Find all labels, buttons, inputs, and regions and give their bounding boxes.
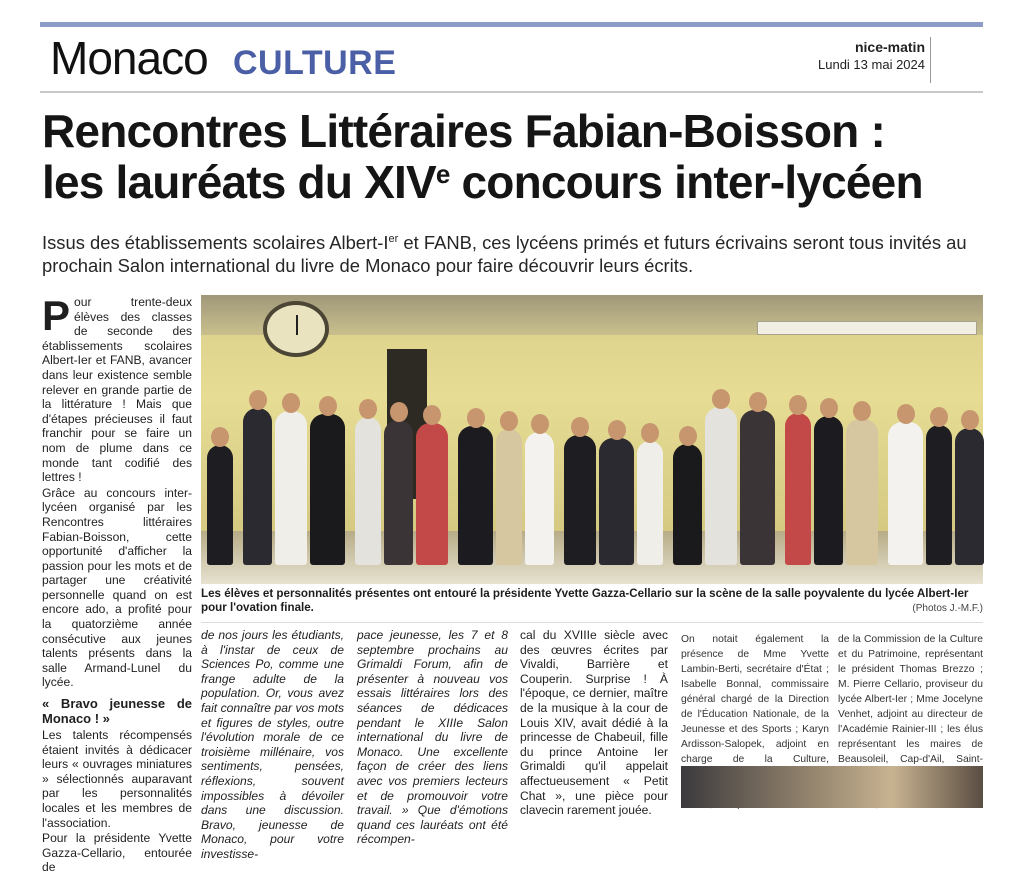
column-2-text: de nos jours les étudiants, à l'instar de ceux de Sciences Po, comme une frange adulte de la population. Or, vous avez fait connaître par vos mots et figures de styles, outre l'évolution morale de ce troisième millénaire, vos sentiments, pensées, réflexions, souvent impossibles à dévoiler dans une discussion. Bravo, jeunesse de Monaco, pour votre investisse- [201, 628, 344, 861]
column-1-paragraph-3: Les talents récompensés étaient invités à dédicacer leurs « ouvrages miniatures » sélectionnés auparavant par les personnalités locales et les membres de l'association. [42, 728, 192, 830]
photo-person-head [282, 393, 300, 413]
photo-person-head [359, 399, 377, 419]
photo-person-head [319, 396, 337, 416]
photo-caption: Les élèves et personnalités présentes ont entouré la présidente Yvette Gazza-Cellario sur la scène de la salle poyvalente du lycée Albert-Ier pour l'ovation finale. [201, 587, 969, 614]
headline-superscript: e [435, 159, 450, 189]
photo-person-head [679, 426, 697, 446]
photo-person [926, 425, 952, 565]
article-headline [42, 106, 987, 208]
photo-person [355, 417, 381, 565]
photo-person [740, 410, 775, 565]
drop-cap: P [42, 292, 71, 339]
photo-person [525, 432, 554, 565]
photo-person [955, 428, 984, 565]
article-column-1 [42, 292, 192, 876]
photo-person [243, 408, 272, 565]
column-1-subheading: « Bravo jeunesse de Monaco ! » [42, 696, 192, 727]
photo-person [496, 429, 522, 565]
photo-person-head [641, 423, 659, 443]
wall-clock-icon [263, 301, 329, 357]
article-column-3 [357, 628, 508, 847]
publication-name: nice-matin [854, 39, 925, 55]
photo-person [384, 420, 413, 565]
photo-person-head [249, 390, 267, 410]
photo-person-head [961, 410, 979, 430]
photo-person-head [712, 389, 730, 409]
column-1-paragraph-2: Grâce au concours inter-lycéen organisé par les Rencontres littéraires Fabian-Boisson, cette opportunité d'afficher la passion pour les mots et de partager une créativité personnelle quand on est encore ado, a profité pour la quatorzième année consécutive aux jeunes talents présents dans la salle Armand-Lunel du lycée. [42, 485, 192, 690]
photo-person-head [930, 407, 948, 427]
photo-person-head [211, 427, 229, 447]
photo-person [207, 445, 233, 565]
subhead-part-2: et FANB, ces lycéens primés et futurs écrivains seront tous invités au prochain Salon international du livre de Monaco pour faire découvrir leurs écrits. [42, 232, 967, 277]
headline-line-2-end: concours inter-lycéen [449, 156, 923, 208]
photo-person [673, 444, 702, 565]
photo-person [705, 407, 737, 565]
photo-person [888, 422, 923, 565]
column-1-paragraph-1: our trente-deux élèves des classes de seconde des établissements scolaires Albert-Ier et FANB, avancer dans leur existence semble relever en grande partie de la littérature ! Mais que d'étapes précieuses il faut franchir pour se faire un nom de plume dans ce monde tant codifié des lettres ! [42, 295, 192, 485]
article-column-2 [201, 628, 344, 861]
rubric-name: CULTURE [233, 44, 397, 82]
article-subhead [42, 228, 987, 277]
header-rule [40, 91, 983, 93]
column-1-paragraph-4: Pour la présidente Yvette Gazza-Cellario, entourée de [42, 831, 192, 875]
secondary-photo [681, 766, 983, 808]
article-column-4 [520, 628, 668, 818]
column-4-text: cal du XVIIIe siècle avec des œuvres écrites par Vivaldi, Barrière et Couperin. Surprise ! À l'époque, ce dernier, maître de la musique à la cour de Louis XIV, avait dédié à la princesse de Chabeuil, fille du prince Antoine Ier Grimaldi qu'il appelait affectueusement « Petit Chat », une pièce pour clavecin rarement jouée. [520, 628, 668, 818]
column-6-text: de la Commission de la Culture et du Patrimoine, représentant le président Thomas Brezzo ; M. Pierre Cellario, proviseur du lycée Albert-Ier ; Mme Jocelyne Venhet, adjoint au directeur de l'Académie Rainier-III ; les élus représentant les maires de Beausoleil, Cap-d'Ail, Saint- [838, 634, 983, 765]
photo-person-head [608, 420, 626, 440]
photo-person [814, 416, 843, 565]
photo-person [416, 423, 448, 565]
photo-person [599, 438, 634, 565]
photo-person-head [571, 417, 589, 437]
photo-person-head [423, 405, 441, 425]
photo-ceiling-light [757, 321, 977, 335]
subhead-superscript: er [388, 233, 399, 245]
column-5-text: On notait également la présence de Mme Yvette Lambin-Berti, secrétaire d'État ; Isabelle Bonnal, commissaire général chargé de la Direction de l'Éducation Nationale, de la Jeunesse et des Sports ; Karyn Ardisson-Salopek, adjoint en charge de la Culture, [681, 634, 829, 765]
headline-line-1: Rencontres Littéraires Fabian-Boisson : [42, 105, 885, 157]
photo-person-head [467, 408, 485, 428]
main-photo [201, 295, 983, 584]
publication-date: Lundi 13 mai 2024 [818, 57, 925, 72]
article-column-5 [681, 632, 829, 765]
caption-rule [201, 622, 983, 623]
photo-person-head [749, 392, 767, 412]
photo-person [637, 441, 663, 565]
photo-person [785, 413, 811, 565]
section-name: Monaco [50, 32, 208, 84]
photo-person-head [897, 404, 915, 424]
subhead-part-1: Issus des établissements scolaires Albert-I [42, 232, 389, 254]
header-divider [930, 37, 931, 83]
photo-person [458, 426, 493, 565]
column-3-text: pace jeunesse, les 7 et 8 septembre prochains au Grimaldi Forum, afin de présenter à nouveau vos essais littéraires lors des séances de dédicaces pendant le XIIIe Salon international du livre de Monaco. Une excellente façon de créer des liens avec vos premiers lecteurs et de promouvoir votre travail. » Que d'émotions quand ces lauréats ont été récompen- [357, 628, 508, 847]
photo-person [275, 411, 307, 565]
photo-person-head [789, 395, 807, 415]
photo-person-head [500, 411, 518, 431]
headline-line-2-start: les lauréats du XIV [42, 156, 436, 208]
photo-person [310, 414, 345, 565]
page-header [40, 27, 983, 89]
publication-block [818, 39, 925, 73]
photo-person-head [531, 414, 549, 434]
photo-person-head [390, 402, 408, 422]
photo-credit: (Photos J.-M.F.) [912, 603, 983, 614]
photo-person [846, 419, 878, 565]
photo-person-head [853, 401, 871, 421]
photo-person [564, 435, 596, 565]
article-column-6 [838, 632, 983, 765]
photo-person-head [820, 398, 838, 418]
